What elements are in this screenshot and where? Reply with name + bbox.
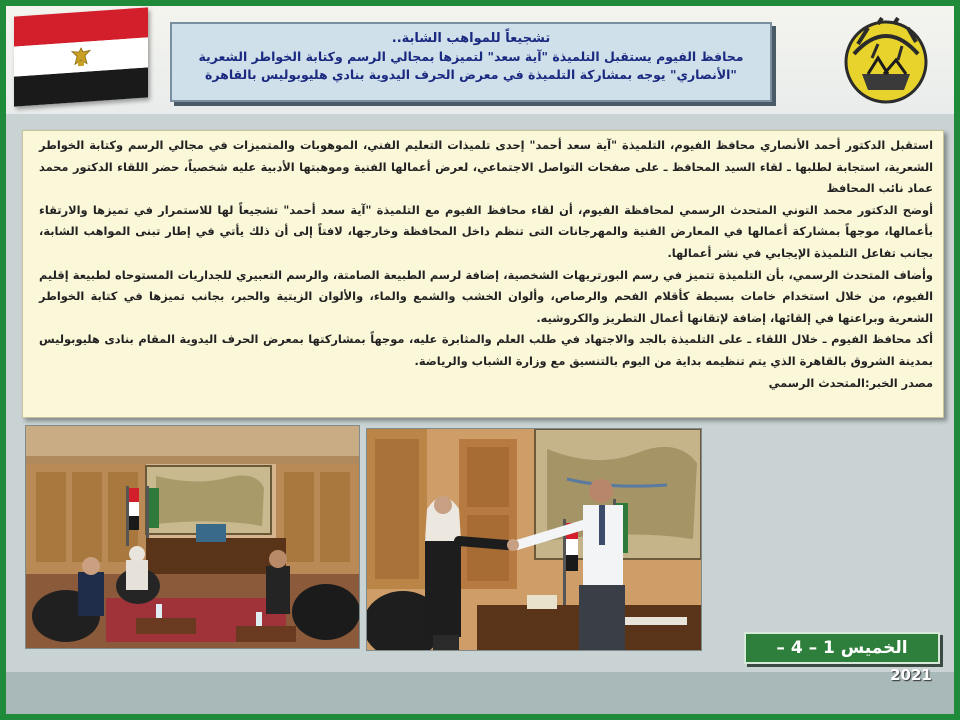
article-paragraph-3: وأضاف المتحدث الرسمي، بأن التلميذة تتميز في رسم البورتريهات الشخصية، إضافة لرسم الطبيعة الصامتة، والرسم التعبيري للجداريات المستوحاه لطبيعة إقليم الفيوم، من خلال استخدام خامات بسيطة كأقلام الفحم والرصاص، وألوان الخشب والشمع والماء، والألوان الزيتية والحبر، بجانب تميزها في كتابة الخواطر الشعرية وبراعتها في إلقائها، إضافة لإتقانها أعمال التطريز والكروشيه. [39,267,933,325]
headline-line-2: محافظ الفيوم يستقبل التلميذة "آية سعد" لتميزها بمجالي الرسم وكتابة الخواطر الشعرية [198,49,744,64]
article-paragraph-1: استقبل الدكتور أحمد الأنصاري محافظ الفيوم، التلميذة "آية سعد أحمد" إحدى تلميذات التعليم الفني، الموهوبات والمتميزات في مجالي الرسم وكتابة الخواطر الشعرية، استجابة لطلبها ـ لقاء السيد المحافظ ـ على صفحات التواصل الاجتماعي، لعرض أعمالها الفنية وموهبتها الأدبية عليه شخصياً، حضر اللقاء الدكتور محمد عماد نائب المحافظ [39,138,933,196]
date-label: الخميس 1 – 4 – [744,632,940,664]
article-body [22,130,944,418]
egypt-flag-icon [14,7,148,106]
headline-line-1: تشجيعاً للمواهب الشابة.. [391,31,551,46]
headline-line-3: "الأنصاري" يوجه بمشاركة التلميذة في معرض الحرف اليدوية بنادي هليوبوليس بالقاهرة [205,67,737,82]
article-paragraph-4: أكد محافظ الفيوم ـ خلال اللقاء ـ على التلميذة بالجد والاجتهاد في طلب العلم والمثابرة عليه، موجهاً بمشاركتها بمعرض الحرف اليدوية المقام بنادى هليوبوليس بمدينة الشروق بالقاهرة الذي يتم تنظيمه بداية من اليوم بالتنسيق مع وزارة الشباب والرياضة. [39,332,933,368]
meeting-photo [25,425,360,649]
footer-strip [6,672,954,714]
handshake-photo [366,428,702,651]
fayoum-governorate-logo-icon [838,14,934,108]
article-paragraph-2: أوضح الدكتور محمد التوني المتحدث الرسمي لمحافظة الفيوم، أن لقاء محافظ الفيوم مع التلميذة "آية سعد أحمد" تشجيعاً لها للاستمرار في تميزها والارتقاء بأعمالها، موجهاً بمشاركة أعمالها في المعارض الفنية والمهرجانات التى تنظم داخل المحافظة وخارجها، لافتاً إلى أن ذلك يأتي في إطار تبنى المواهب الشابة، بجانب تفاعل التلميذة الإيجابي في نشر أعمالها. [39,202,933,260]
headline-box [170,22,772,102]
eagle-emblem-icon [68,45,94,69]
article-source: مصدر الخبر:المتحدث الرسمي [768,375,933,390]
date-year: 2021 [890,666,932,684]
